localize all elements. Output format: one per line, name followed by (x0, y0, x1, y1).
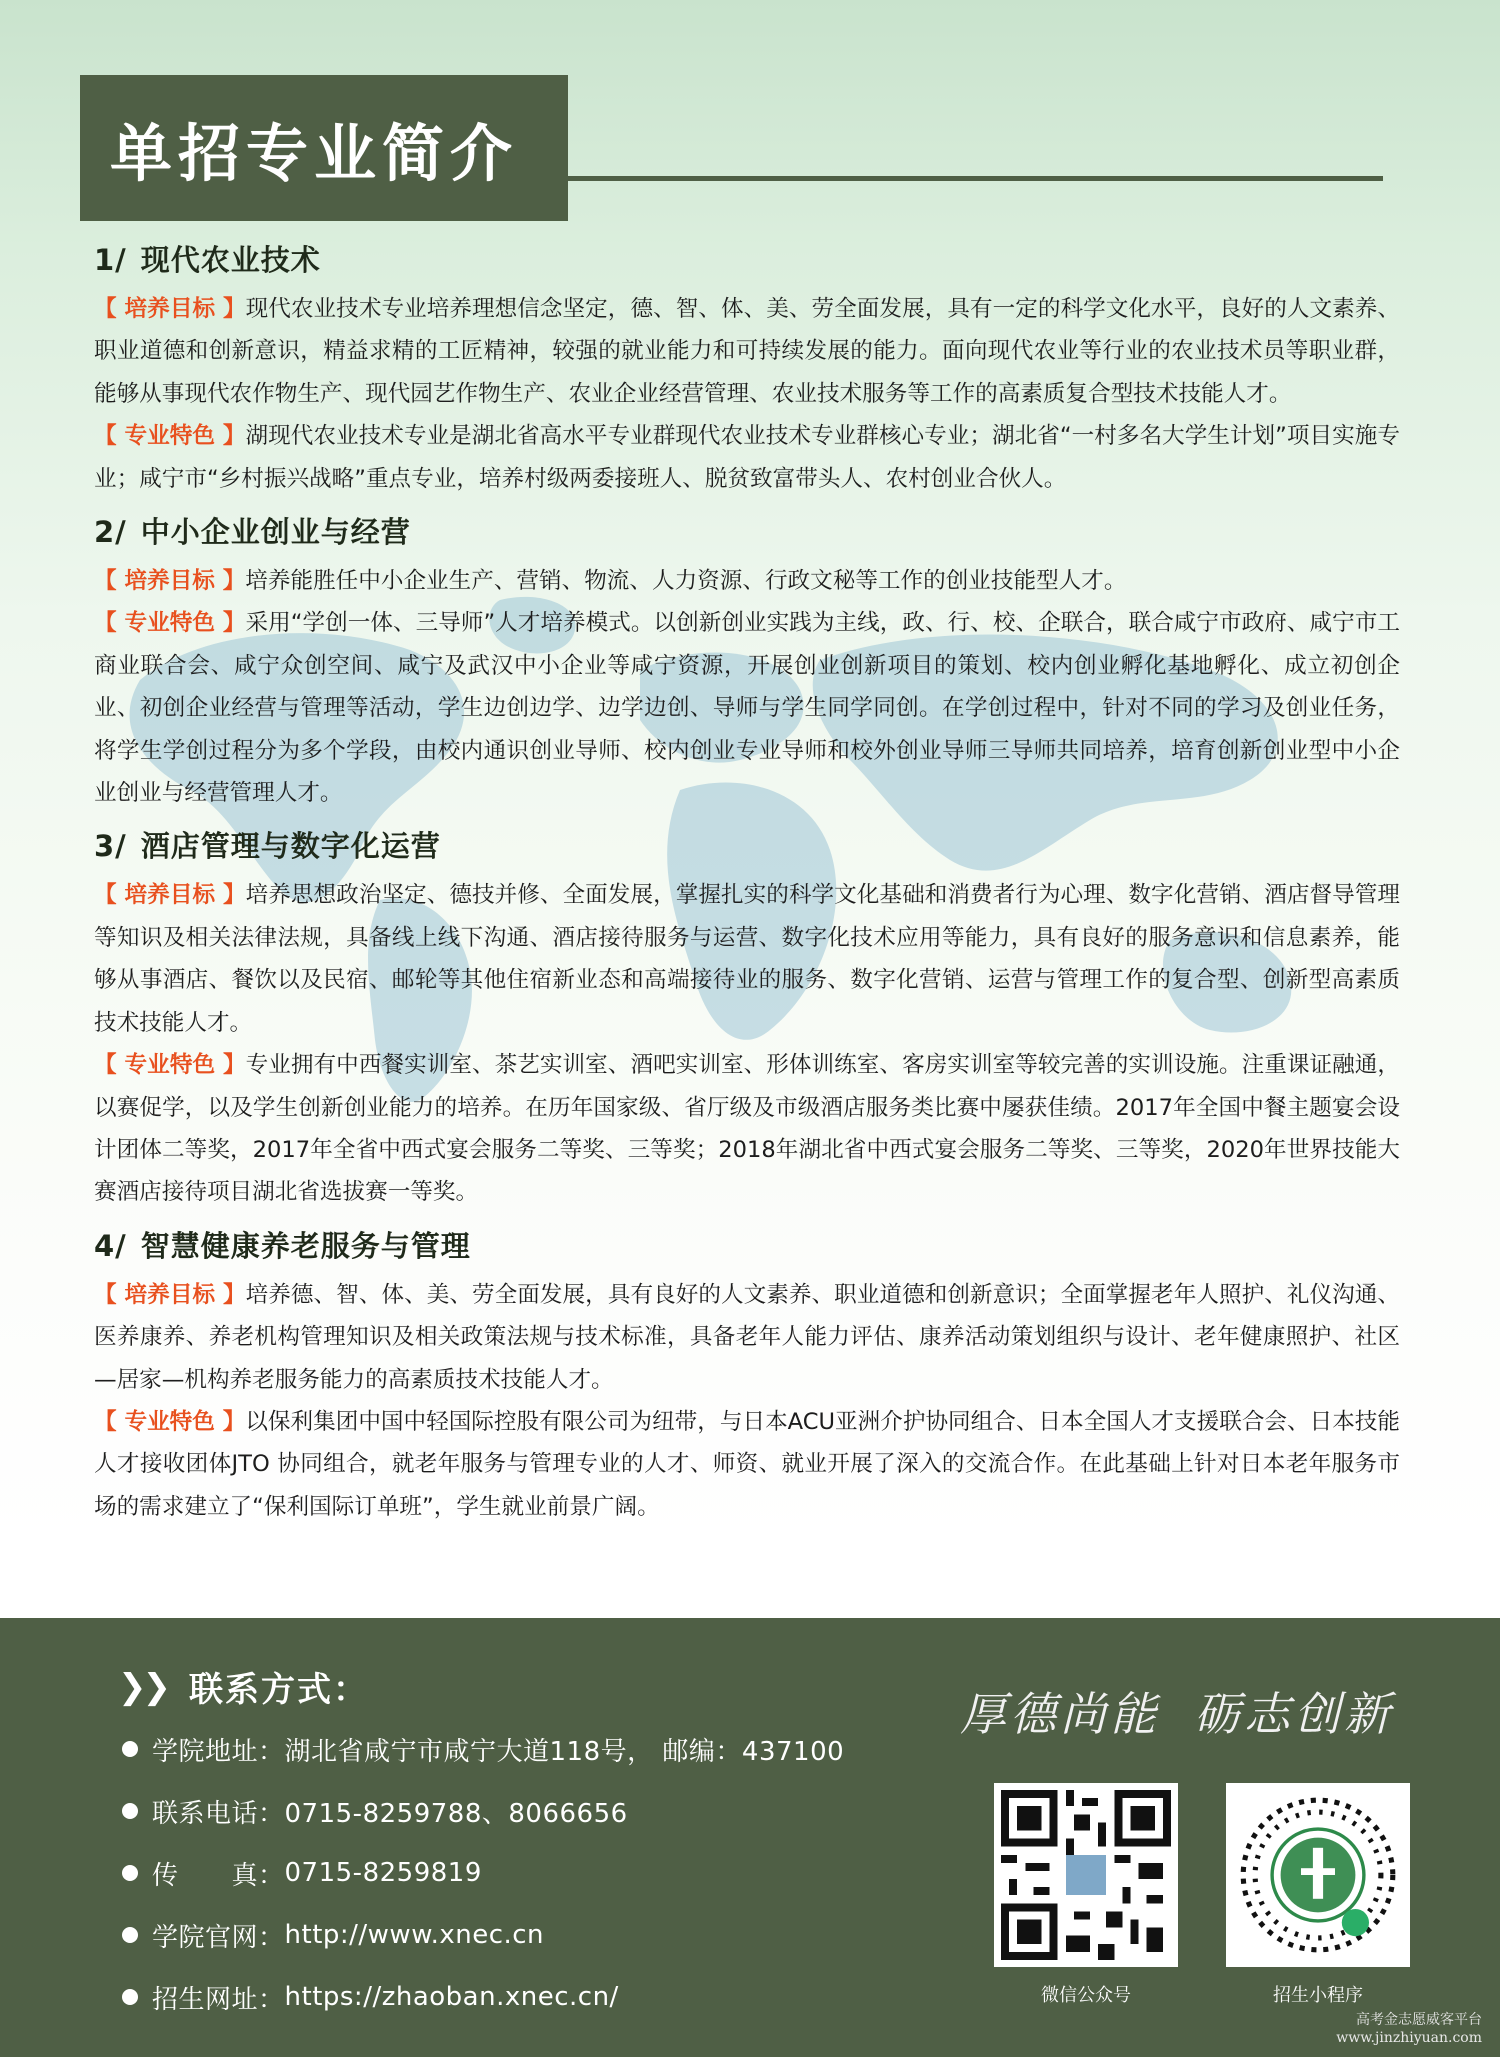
page-title: 单招专业简介 (110, 116, 519, 190)
section-modern-agriculture (94, 238, 1400, 500)
paragraph-text: 培养能胜任中小企业生产、营销、物流、人力资源、行政文秘等工作的创业技能型人才。 (245, 568, 1127, 595)
contact-title: 联系方式： (188, 1670, 369, 1710)
paragraph-text: 培养德、智、体、美、劳全面发展，具有良好的人文素养、职业道德和创新意识；全面掌握老年人照护、礼仪沟通、医养康养、养老机构管理知识及相关政策法规与技术标准，具备老年人能力评估、康养活动策划组织与设计、老年健康照护、社区—居家—机构养老服务能力的高素质技术技能人才。 (94, 1281, 1401, 1393)
qr-code-icon (994, 1783, 1178, 1967)
paragraph-tag: 【 专业特色 】 (94, 423, 246, 450)
section-hotel-management (94, 824, 1400, 1213)
section-title: 智慧健康养老服务与管理 (140, 1228, 471, 1263)
bullet-icon (122, 1927, 138, 1943)
watermark-line: www.jinzhiyuan.com (1336, 2030, 1482, 2046)
bullet-icon (122, 1989, 138, 2005)
contact-address (122, 1718, 844, 1780)
contact-value-link[interactable]: http://www.xnec.cn (284, 1920, 545, 1950)
motto-part: 砺志创新 (1194, 1687, 1394, 1741)
paragraph-text: 培养思想政治坚定、德技并修、全面发展，掌握扎实的科学文化基础和消费者行为心理、数字化营销、酒店督导管理等知识及相关法律法规，具备线上线下沟通、酒店接待服务与运营、数字化技术应用等能力，具有良好的服务意识和信息素养，能够从事酒店、餐饮以及民宿、邮轮等其他住宿新业态和高端接待业的服务、数字化营销、运营与管理工作的复合型、创新型高素质技术技能人才。 (94, 882, 1401, 1036)
contact-value-link[interactable]: https://zhaoban.xnec.cn/ (284, 1982, 619, 2012)
bullet-icon (122, 1803, 138, 1819)
motto-part: 厚德尚能 (960, 1687, 1160, 1741)
bullet-icon (122, 1865, 138, 1881)
mini-program-qr (1226, 1783, 1410, 2007)
wechat-qr (994, 1783, 1178, 2007)
contact-value: 0715-8259819 (284, 1858, 482, 1888)
section-title: 酒店管理与数字化运营 (140, 829, 441, 864)
watermark (1336, 2011, 1482, 2047)
section-smart-elderly-care (94, 1224, 1400, 1528)
paragraph-tag: 【 培养目标 】 (94, 882, 246, 909)
paragraph-tag: 【 培养目标 】 (94, 296, 246, 322)
contact-value: 湖北省咸宁市咸宁大道118号， 邮编：437100 (284, 1736, 845, 1767)
paragraph-tag: 【 专业特色 】 (94, 610, 246, 637)
contact-phone (122, 1780, 844, 1842)
qr-caption: 微信公众号 (1041, 1985, 1131, 2006)
paragraph (94, 1401, 1400, 1528)
paragraph (94, 560, 1400, 602)
paragraph-text: 以保利集团中国中轻国际控股有限公司为纽带，与日本ACU亚洲介护协同组合、日本全国人才支援联合会、日本技能人才接收团体JTO 协同组合，就老年服务与管理专业的人才、师资、就业开展了深入的交流合作。在此基础上针对日本老年服务市场的需求建立了“保利国际订单班”，学生就业前景广阔。 (94, 1408, 1400, 1520)
double-chevron-right-icon: ❯❯ (118, 1666, 167, 1707)
paragraph-text: 专业拥有中西餐实训室、茶艺实训室、酒吧实训室、形体训练室、客房实训室等较完善的实训设施。注重课证融通，以赛促学，以及学生创新创业能力的培养。在历年国家级、省厅级及市级酒店服务类比赛中屡获佳绩。2017年全国中餐主题宴会设计团体二等奖，2017年全省中西式宴会服务二等奖、三等奖；2018年湖北省中西式宴会服务二等奖、三等奖，2020年世界技能大赛酒店接待项目湖北省选拔赛一等奖。 (94, 1052, 1401, 1206)
section-heading (94, 824, 1400, 868)
paragraph (94, 288, 1400, 415)
paragraph (94, 874, 1400, 1044)
contact-website (122, 1904, 844, 1966)
contact-heading (118, 1662, 369, 1711)
contact-label: 传 真： (152, 1860, 285, 1891)
paragraph-tag: 【 培养目标 】 (94, 568, 246, 595)
paragraph-tag: 【 培养目标 】 (94, 1281, 246, 1308)
mini-program-code-icon (1226, 1783, 1410, 1967)
section-number: 4/ (94, 1228, 127, 1263)
contact-admissions-site (122, 1966, 844, 2028)
paragraph-text: 湖现代农业技术专业是湖北省高水平专业群现代农业技术专业群核心专业；湖北省“一村多名大学生计划”项目实施专业；咸宁市“乡村振兴战略”重点专业，培养村级两委接班人、脱贫致富带头人、农村创业合伙人。 (94, 423, 1400, 492)
paragraph-tag: 【 专业特色 】 (94, 1408, 246, 1435)
contact-label: 学院官网： (152, 1922, 285, 1953)
qr-caption: 招生小程序 (1273, 1985, 1363, 2006)
section-number: 1/ (94, 243, 127, 277)
paragraph (94, 415, 1400, 500)
watermark-line: 高考金志愿威客平台 (1356, 2012, 1482, 2028)
section-heading (94, 1224, 1400, 1268)
contact-label: 招生网址： (152, 1984, 285, 2015)
bullet-icon (122, 1741, 138, 1757)
header-title-box (80, 75, 568, 221)
paragraph-text: 现代农业技术专业培养理想信念坚定，德、智、体、美、劳全面发展，具有一定的科学文化水平，良好的人文素养、职业道德和创新意识，精益求精的工匠精神，较强的就业能力和可持续发展的能力。面向现代农业等行业的农业技术员等职业群，能够从事现代农作物生产、现代园艺作物生产、农业企业经营管理、农业技术服务等工作的高素质复合型技术技能人才。 (94, 296, 1401, 407)
contact-footer (0, 1618, 1500, 2057)
contact-list (122, 1718, 844, 2028)
section-title: 现代农业技术 (140, 243, 321, 277)
contact-value: 0715-8259788、8066656 (284, 1798, 628, 1829)
section-number: 2/ (94, 515, 127, 550)
paragraph-tag: 【 专业特色 】 (94, 1052, 246, 1079)
paragraph (94, 1274, 1400, 1401)
major-sections (94, 232, 1400, 1538)
section-heading (94, 238, 1400, 282)
paragraph (94, 1044, 1400, 1214)
paragraph (94, 602, 1400, 814)
contact-label: 联系电话： (152, 1798, 285, 1829)
section-heading (94, 510, 1400, 554)
section-title: 中小企业创业与经营 (140, 515, 411, 550)
section-number: 3/ (94, 829, 127, 864)
school-motto (960, 1678, 1394, 1744)
contact-fax (122, 1842, 844, 1904)
paragraph-text: 采用“学创一体、三导师”人才培养模式。以创新创业实践为主线，政、行、校、企联合，联合咸宁市政府、咸宁市工商业联合会、咸宁众创空间、咸宁及武汉中小企业等咸宁资源，开展创业创新项目的策划、校内创业孵化基地孵化、成立初创企业、初创企业经营与管理等活动，学生边创边学、边学边创、导师与学生同学同创。在学创过程中，针对不同的学习及创业任务，将学生学创过程分为多个学段，由校内通识创业导师、校内创业专业导师和校外创业导师三导师共同培养，培育创新创业型中小企业创业与经营管理人才。 (94, 610, 1400, 807)
contact-label: 学院地址： (152, 1736, 285, 1767)
title-underline (568, 176, 1383, 181)
section-sme-entrepreneurship (94, 510, 1400, 814)
